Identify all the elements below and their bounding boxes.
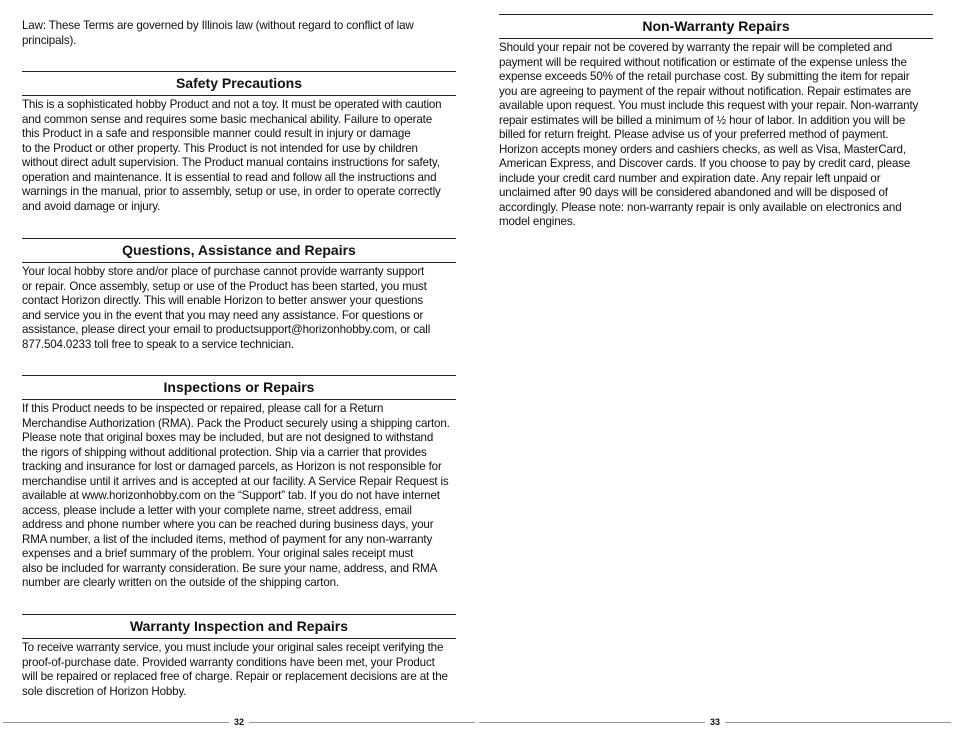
section-heading: Warranty Inspection and Repairs — [22, 614, 456, 639]
section-non-warranty-repairs — [499, 14, 933, 230]
section-safety-precautions — [22, 71, 456, 214]
footer-rule — [3, 722, 229, 723]
section-questions-assistance — [22, 238, 456, 352]
section-body: Should your repair not be covered by warranty the repair will be completed and payment will be required without notification or estimate of the expense unless the expense exceeds 50% of the retail purchase cost. By submitting the item for repair you are agreeing to payment of the repair without notification. Repair estimates are available upon request. You must include this request with your repair. Non-warranty repair estimates will be billed a minimum of ½ hour of labor. In addition you will be billed for return freight. Please advise us of your preferred method of payment. Horizon accepts money orders and cashiers checks, as well as Visa, MasterCard, American Express, and Discover cards. If you choose to pay by credit card, please include your credit card number and expiration date. Any repair left unpaid or unclaimed after 90 days will be considered abandoned and will be disposed of accordingly. Please note: non-warranty repair is only available on electronics and model engines. — [499, 41, 919, 228]
section-body: To receive warranty service, you must include your original sales receipt verifying the proof-of-purchase date. Provided warranty conditions have been met, your Product will be repaired or replaced free of charge. Repair or replacement decisions are at the sole discretion of Horizon Hobby. — [22, 641, 448, 698]
section-body: This is a sophisticated hobby Product and not a toy. It must be operated with caution and common sense and requires some basic mechanical ability. Failure to operate this Product in a safe and responsible manner could result in injury or damage to the Product or other property. This Product is not intended for use by children without direct adult supervision. The Product manual contains instructions for safety, operation and maintenance. It is essential to read and follow all the instructions and warnings in the manual, prior to assembly, setup or use, in order to operate correctly and avoid damage or injury. — [22, 98, 442, 213]
section-heading: Inspections or Repairs — [22, 375, 456, 400]
page-number: 33 — [709, 717, 720, 727]
footer-rule — [249, 722, 475, 723]
governing-law-text: Law: These Terms are governed by Illinois law (without regard to conflict of law principals). — [22, 19, 414, 47]
footer-rule — [725, 722, 951, 723]
section-warranty-inspection — [22, 614, 456, 699]
section-body: If this Product needs to be inspected or repaired, please call for a Return Merchandise Authorization (RMA). Pack the Product securely using a shipping carton. Please note that original boxes may be included, but are not designed to withstand the rigors of shipping without additional protection. Ship via a carrier that provides tracking and insurance for lost or damaged parcels, as Horizon is not responsible for merchandise until it arrives and is accepted at our facility. A Service Repair Request is available at www.horizonhobby.com on the “Support” tab. If you do not have internet access, please include a letter with your complete name, street address, email address and phone number where you can be reached during business days, your RMA number, a list of the included items, method of payment for any non-warranty expenses and a brief summary of the problem. Your original sales receipt must also be included for warranty consideration. Be sure your name, address, and RMA number are clearly written on the outside of the shipping carton. — [22, 402, 450, 589]
section-body: Your local hobby store and/or place of purchase cannot provide warranty support or repair. Once assembly, setup or use of the Product has been started, you must contact Horizon directly. This will enable Horizon to better answer your questions and service you in the event that you may need any assistance. For questions or assistance, please direct your email to productsupport@horizonhobby.com, or call 877.504.0233 toll free to speak to a service technician. — [22, 265, 431, 351]
section-heading: Questions, Assistance and Repairs — [22, 238, 456, 263]
section-heading: Non-Warranty Repairs — [499, 14, 933, 39]
section-inspections-repairs — [22, 375, 456, 591]
right-page-footer — [477, 716, 954, 728]
page-number: 32 — [233, 717, 244, 727]
section-heading: Safety Precautions — [22, 71, 456, 96]
left-page-footer — [0, 716, 477, 728]
footer-rule — [479, 722, 705, 723]
